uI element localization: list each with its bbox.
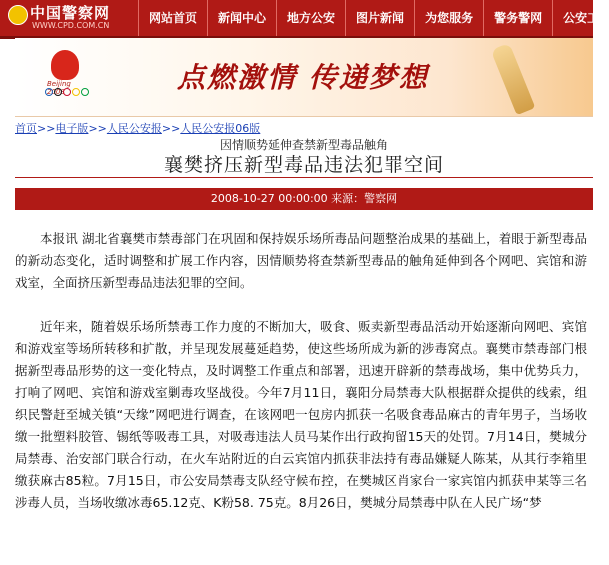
- nav-home[interactable]: 网站首页: [138, 0, 207, 36]
- article-subtitle: 因情顺势延伸查禁新型毒品触角: [219, 138, 388, 152]
- breadcrumb-separator: >>: [161, 122, 181, 135]
- article-body: [15, 228, 587, 536]
- ring: [81, 88, 89, 96]
- nav-services[interactable]: 为您服务: [414, 0, 483, 36]
- olympic-emblem-icon: [45, 50, 85, 100]
- nav-photo-news[interactable]: 图片新闻: [345, 0, 414, 36]
- breadcrumb-separator: >>: [37, 122, 56, 135]
- main-nav: [138, 0, 609, 36]
- nav-news-center[interactable]: 新闻中心: [207, 0, 276, 36]
- logo-url: WWW.CPD.COM.CN: [32, 21, 110, 30]
- ring: [54, 88, 62, 96]
- breadcrumb: [15, 120, 593, 134]
- article-meta: 2008-10-27 00:00:00 来源：警察网: [15, 188, 593, 210]
- logo-text: 中国警察网: [30, 4, 111, 22]
- torch-icon: [491, 43, 536, 115]
- title-divider: [15, 177, 593, 178]
- olympic-rings-icon: [45, 88, 89, 96]
- ring: [72, 88, 80, 96]
- site-logo[interactable]: [8, 2, 138, 34]
- emblem-text: Beijing 2008: [47, 80, 71, 96]
- breadcrumb-newspaper[interactable]: 人民公安报: [106, 122, 162, 135]
- top-nav-bar: [0, 0, 600, 39]
- nav-public-security[interactable]: 公安工: [552, 0, 609, 36]
- article-title: 襄樊挤压新型毒品违法犯罪空间: [163, 154, 444, 176]
- ring: [45, 88, 53, 96]
- olympic-banner[interactable]: [15, 38, 593, 117]
- breadcrumb-separator: >>: [88, 122, 107, 135]
- police-badge-icon: [8, 5, 28, 25]
- article-paragraph: 近年来，随着娱乐场所禁毒工作力度的不断加大，吸食、贩卖新型毒品活动开始逐渐向网吧、宾馆和游戏室等场所转移和扩散，并呈现发展蔓延趋势，使这些场所成为新的涉毒窝点。襄樊市禁毒部门根据新型毒品形势的这一变化特点，及时调整工作重点和部署，迅速开辟新的禁毒战场，集中优势兵力，打响了网吧、宾馆和游戏室剿毒攻坚战役。今年7月11日，襄阳分局禁毒大队根据群众提供的线索，组织民警赶至城关镇“天缘”网吧进行调查，在该网吧一包房内抓获一名吸食毒品麻古的青年男子，当场收缴一批塑料胶管、锡纸等吸毒工具，对吸毒违法人员马某作出行政拘留15天的处罚。7月14日，樊城分局禁毒、治安部门联合行动，在火车站附近的白云宾馆内抓获非法持有毒品嫌疑人陈某，从其行李箱里缴获麻古85粒。7月15日，市公安局禁毒支队经守候布控，在樊城区肖家台一家宾馆内抓获申某等三名涉毒人员，当场收缴冰毒65.12克、K粉58. 75克。8月26日，樊城分局禁毒中队在人民广场“梦: [15, 319, 587, 510]
- nav-police-network[interactable]: 警务警网: [483, 0, 552, 36]
- breadcrumb-home[interactable]: 首页: [15, 122, 37, 135]
- nav-local-police[interactable]: 地方公安: [276, 0, 345, 36]
- ring: [63, 88, 71, 96]
- article-paragraph: 本报讯 湖北省襄樊市禁毒部门在巩固和保持娱乐场所毒品问题整治成果的基础上，着眼于新型毒品的新动态变化，适时调整和扩展工作内容，因情顺势将查禁新型毒品的触角延伸到各个网吧、宾馆和游戏室，全面挤压新型毒品违法犯罪的空间。: [15, 231, 587, 290]
- banner-slogan: 点燃激情 传递梦想: [177, 61, 429, 94]
- emblem-figure: [51, 50, 79, 80]
- breadcrumb-epaper[interactable]: 电子版: [55, 122, 89, 135]
- breadcrumb-page[interactable]: 人民公安报06版: [180, 122, 261, 135]
